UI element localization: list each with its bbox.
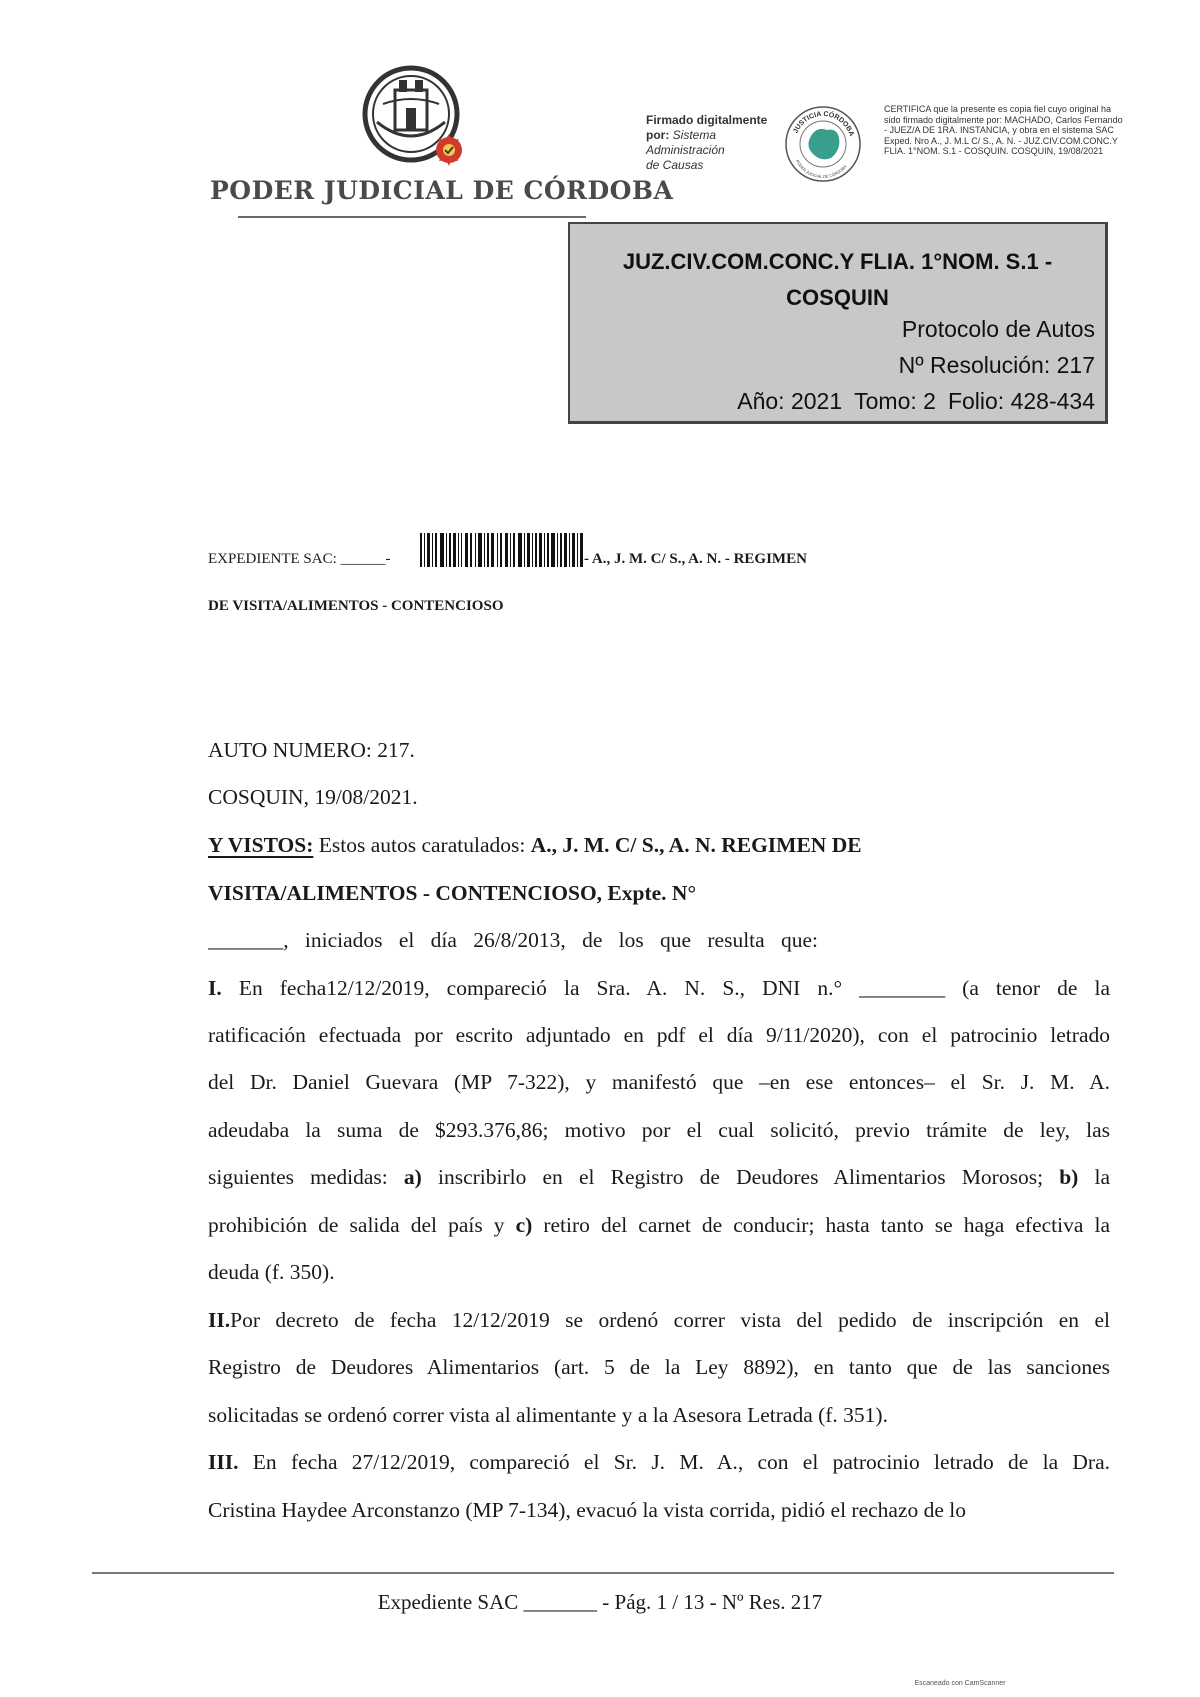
signature-title: Firmado digitalmente [646,113,768,127]
section-2-text-1: Por decreto de fecha 12/12/2019 se ordenó correr vista del pedido de inscripción en el [230,1308,1110,1332]
case-title-part-2: VISITA/ALIMENTOS - CONTENCIOSO, Expte. N° [208,881,697,905]
section-1-label: I. [208,976,222,1000]
section-1-line-7: deuda (f. 350). [208,1260,335,1284]
digital-signature-note [646,113,786,173]
section-1-line-1 [208,974,1110,1002]
institution-name: PODER JUDICIAL DE CÓRDOBA [210,176,674,205]
section-1-text-6b: retiro del carnet de conducir; hasta tanto se haga efectiva la [543,1213,1110,1237]
signature-system-2: Administración [646,143,725,157]
section-2-line-3: solicitadas se ordenó correr vista al alimentante y a la Asesora Letrada (f. 351). [208,1403,888,1427]
judicial-emblem-logo [355,64,475,174]
section-3-line-1 [208,1448,1110,1476]
certification-note: CERTIFICA que la presente es copia fiel cuyo original ha sido firmado digitalmente por: MACHADO, Carlos Fernando - JUEZ/A DE 1RA. INSTANCIA, y obra en el sistema SAC Exped. Nro A., J. M.L C/ S., A. N. - JUZ.CIV.COM.CONC.Y FLIA. 1°NOM. S.1 - COSQUIN. COSQUIN, 19/08/2021 [884,104,1123,157]
page-footer: Expediente SAC _______ - Pág. 1 / 13 - Nº Res. 217 [377,1590,823,1614]
signature-system-3: de Causas [646,158,704,172]
justicia-cordoba-seal-icon [783,104,863,184]
section-1-text-5b: inscribirlo en el Registro de Deudores Alimentarios Morosos; [438,1165,1044,1189]
section-2-line-1 [208,1306,1110,1334]
section-1-text-5a: siguientes medidas: [208,1165,388,1189]
case-title-part-1: A., J. M. C/ S., A. N. REGIMEN DE [530,833,862,857]
initiated-line: _______, iniciados el día 26/8/2013, de los que resulta que: [208,928,818,952]
vistos-text: Estos autos caratulados: [318,833,526,857]
section-1-line-5 [208,1163,1110,1191]
item-a-label: a) [403,1165,422,1189]
folio-value: Folio: 428-434 [947,388,1095,414]
section-1-text-5c: la [1094,1165,1110,1189]
logo-underline [238,216,586,218]
footer-divider [92,1572,1114,1574]
scanner-watermark: Escaneado con CamScanner [914,1680,1006,1687]
year-value: Año: 2021 [737,388,843,414]
volume-value: Tomo: 2 [854,388,936,414]
signature-system-1: Sistema [672,128,717,142]
court-name: JUZ.CIV.COM.CONC.Y FLIA. 1°NOM. S.1 - COSQUIN [622,249,1053,310]
section-1-line-4: adeudaba la suma de $293.376,86; motivo por el cual solicitó, previo trámite de ley, las [208,1118,1110,1142]
seal-text-bottom: PODER JUDICIAL DE CÓRDOBA [794,158,848,180]
section-3-label: III. [208,1450,239,1474]
expediente-caption-continued: DE VISITA/ALIMENTOS - CONTENCIOSO [208,598,504,614]
section-3-line-2: Cristina Haydee Arconstanzo (MP 7-134), evacuó la vista corrida, pidió el rechazo de lo [208,1498,967,1522]
item-b-label: b) [1059,1165,1079,1189]
year-volume-folio [737,388,1095,415]
item-c-label: c) [515,1213,533,1237]
resolution-number: Nº Resolución: 217 [898,352,1095,378]
section-1-line-6 [208,1211,1110,1239]
expediente-caption: - A., J. M. C/ S., A. N. - REGIMEN [584,551,807,567]
barcode-icon [420,533,586,567]
place-date: COSQUIN, 19/08/2021. [208,785,418,809]
section-1-line-3: del Dr. Daniel Guevara (MP 7-322), y manifestó que –en ese entonces– el Sr. J. M. A. [208,1070,1110,1094]
expediente-label: EXPEDIENTE SAC: ______- [208,551,391,567]
court-header-box [568,222,1108,424]
section-1-text-1: En fecha12/12/2019, compareció la Sra. A. N. S., DNI n.° ________ (a tenor de la [238,976,1110,1000]
section-1-line-2: ratificación efectuada por escrito adjuntado en pdf el día 9/11/2020), con el patrocinio letrado [208,1023,1110,1047]
section-2-label: II. [208,1308,231,1332]
section-3-text-1: En fecha 27/12/2019, compareció el Sr. J. M. A., con el patrocinio letrado de la Dra. [252,1450,1110,1474]
seal-text-top: JUSTICIA CÓRDOBA [792,110,855,138]
signature-by-label: por: [646,128,670,142]
section-1-text-6a: prohibición de salida del país y [208,1213,505,1237]
vistos-line [208,831,1110,859]
auto-number: AUTO NUMERO: 217. [208,738,415,762]
vistos-label: Y VISTOS: [208,833,314,857]
section-2-line-2: Registro de Deudores Alimentarios (art. 5 de la Ley 8892), en tanto que de las sanciones [208,1355,1110,1379]
protocol-label: Protocolo de Autos [901,316,1095,342]
